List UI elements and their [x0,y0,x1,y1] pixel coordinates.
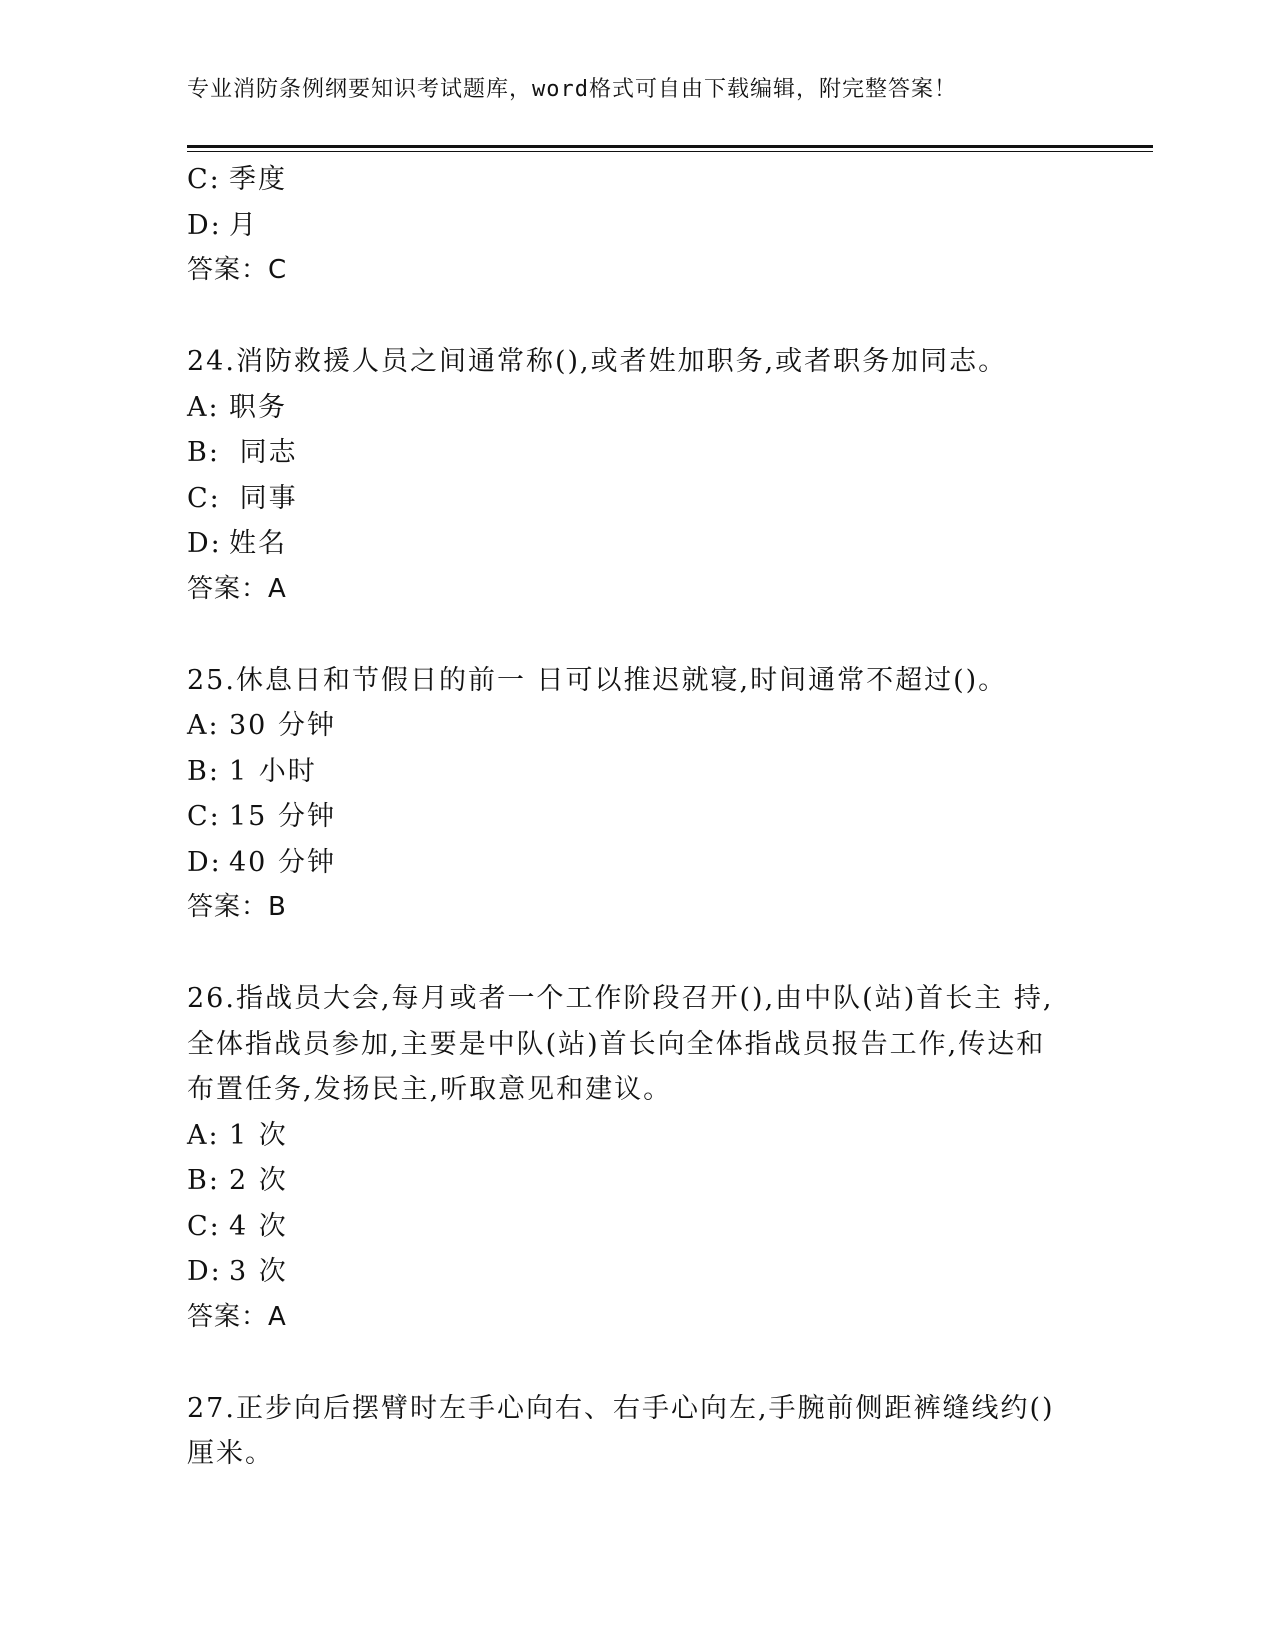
option-a [187,1113,1087,1159]
option-a [187,385,1087,431]
option-text: 季度 [229,164,287,195]
document-body [187,157,1087,1477]
option-label: A: [187,710,220,741]
spacer [187,1340,1087,1386]
option-b [187,1158,1087,1204]
question-text-line: 27.正步向后摆臂时左手心向右、右手心向左,手腕前侧距裤缝线约() [187,1392,1055,1424]
option-b [187,430,1087,476]
option-label: C: [187,801,221,832]
question-27-block [187,1386,1087,1477]
option-c [187,157,1087,203]
question-25-block [187,658,1087,931]
option-label: B: [187,1165,220,1196]
spacer [187,931,1087,977]
answer-line: 答案：A [187,573,287,604]
option-text: 同事 [229,482,298,514]
option-label: C: [187,1210,221,1242]
option-text: 职务 [229,391,287,423]
answer-line: 答案：C [187,255,288,285]
option-label: C: [187,164,221,195]
option-c [187,794,1087,840]
option-text: 3 次 [229,1256,288,1287]
option-text: 15 分钟 [229,801,336,832]
answer-line: 答案：A [187,1301,287,1332]
option-d [187,521,1087,567]
spacer [187,612,1087,658]
option-label: B: [187,755,220,787]
option-d [187,840,1087,886]
option-text: 40 分钟 [229,846,336,878]
option-text: 30 分钟 [229,710,336,741]
option-d [187,203,1087,249]
option-d [187,1249,1087,1295]
question-23-block [187,157,1087,294]
option-label: B: [187,437,220,468]
option-c [187,1204,1087,1250]
question-24-block [187,339,1087,612]
option-label: C: [187,482,221,514]
question-text-line: 布置任务,发扬民主,听取意见和建议。 [187,1074,673,1105]
spacer [187,294,1087,340]
option-text: 1 次 [229,1119,288,1151]
option-b [187,749,1087,795]
question-26-block [187,976,1087,1340]
question-text-line: 全体指战员参加,主要是中队(站)首长向全体指战员报告工作,传达和 [187,1028,1046,1060]
option-text: 月 [229,209,258,241]
option-label: A: [187,1119,220,1151]
header-rule-thin [187,151,1153,152]
answer-line: 答案：B [187,892,287,922]
option-c [187,476,1087,522]
option-text: 4 次 [229,1210,288,1242]
option-text: 同志 [229,437,298,468]
option-label: A: [187,391,220,423]
header-rule-thick [187,145,1153,148]
question-text: 24.消防救援人员之间通常称(),或者姓加职务,或者职务加同志。 [187,346,1008,377]
option-label: D: [187,846,222,878]
option-label: D: [187,1256,222,1287]
question-text-line: 厘米。 [187,1438,274,1469]
option-text: 姓名 [229,528,287,559]
option-text: 1 小时 [229,755,317,787]
option-text: 2 次 [229,1165,288,1196]
question-text-line: 26.指战员大会,每月或者一个工作阶段召开(),由中队(站)首长主 持, [187,983,1054,1014]
option-label: D: [187,209,222,241]
option-label: D: [187,528,222,559]
document-header: 专业消防条例纲要知识考试题库，word格式可自由下载编辑，附完整答案！ [187,77,957,102]
question-text: 25.休息日和节假日的前一 日可以推迟就寝,时间通常不超过()。 [187,664,1008,696]
option-a [187,703,1087,749]
